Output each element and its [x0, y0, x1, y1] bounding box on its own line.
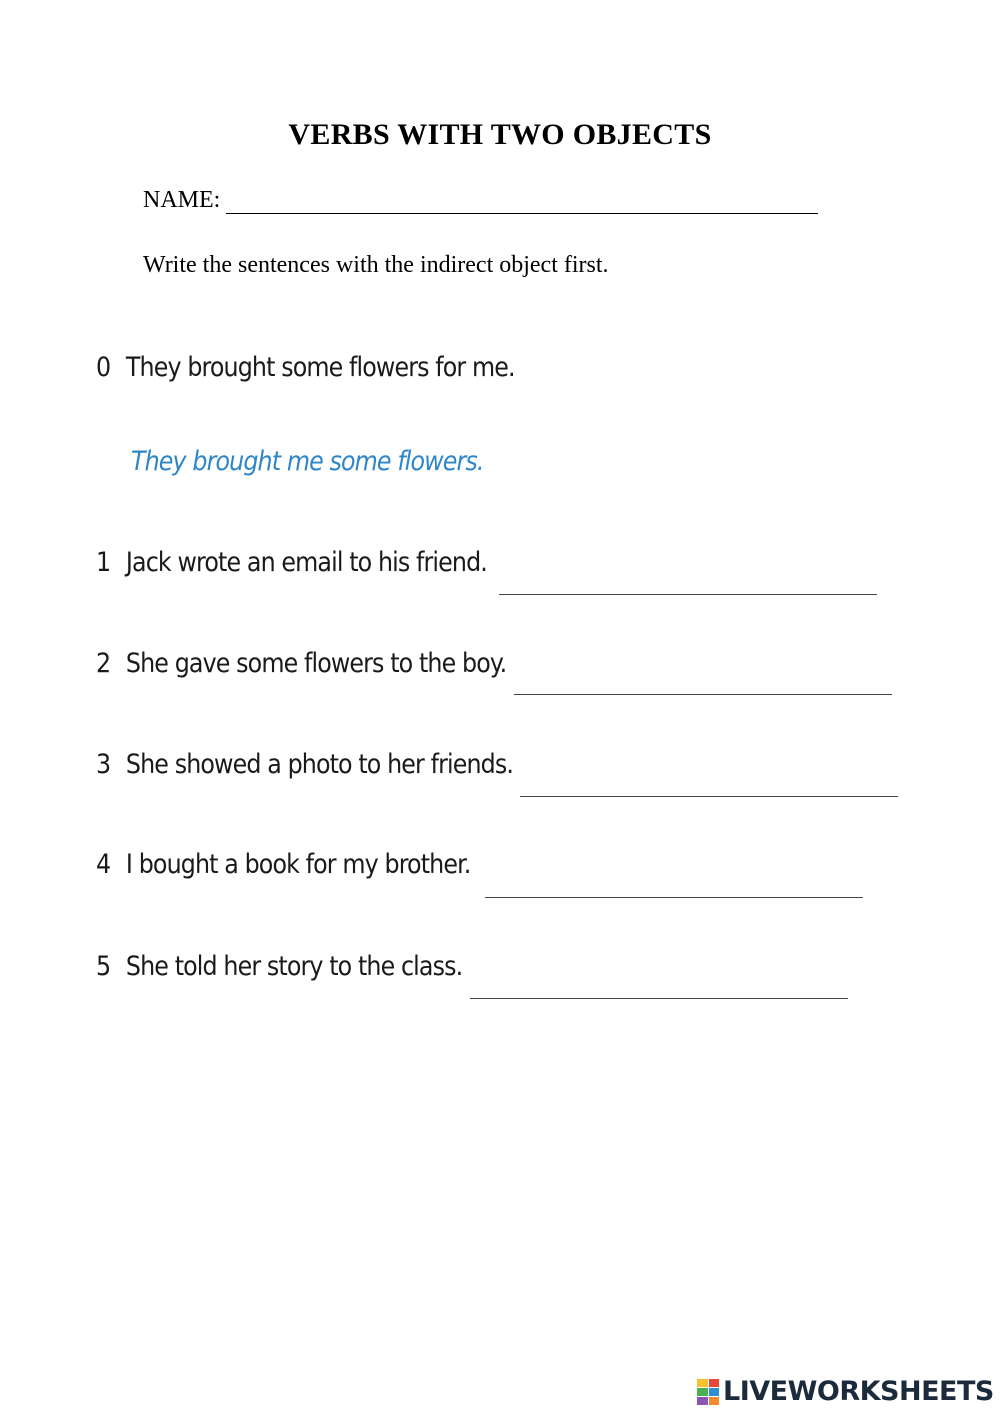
exercise-item-4 [96, 849, 470, 880]
example-item [96, 352, 515, 383]
item-number: 5 [96, 951, 111, 982]
item-sentence: She gave some flowers to the boy. [125, 648, 507, 679]
worksheet-title: VERBS WITH TWO OBJECTS [288, 118, 712, 151]
item-sentence: They brought some flowers for me. [125, 352, 515, 383]
item-sentence: Jack wrote an email to his friend. [125, 547, 487, 578]
item-number: 4 [96, 849, 111, 880]
liveworksheets-logo-icon [697, 1379, 719, 1405]
name-label: NAME: [143, 187, 221, 213]
exercise-item-3 [96, 749, 513, 780]
exercise-item-1 [96, 547, 487, 578]
item-number: 2 [96, 648, 111, 679]
item-number: 0 [96, 352, 111, 383]
name-field-row [143, 187, 818, 214]
example-answer: They brought me some flowers. [131, 446, 484, 477]
answer-input-5[interactable] [470, 998, 848, 999]
item-number: 1 [96, 547, 111, 578]
instructions: Write the sentences with the indirect object first. [143, 252, 609, 278]
exercise-item-2 [96, 648, 506, 679]
logo-text: LIVEWORKSHEETS [723, 1376, 994, 1407]
item-sentence: She told her story to the class. [125, 951, 463, 982]
item-number: 3 [96, 749, 111, 780]
name-input-line[interactable] [226, 187, 818, 214]
item-sentence: I bought a book for my brother. [125, 849, 471, 880]
item-sentence: She showed a photo to her friends. [125, 749, 513, 780]
answer-input-3[interactable] [520, 796, 898, 797]
answer-input-4[interactable] [485, 897, 863, 898]
answer-input-2[interactable] [514, 694, 892, 695]
liveworksheets-logo [697, 1376, 994, 1407]
exercise-item-5 [96, 951, 462, 982]
answer-input-1[interactable] [499, 594, 877, 595]
